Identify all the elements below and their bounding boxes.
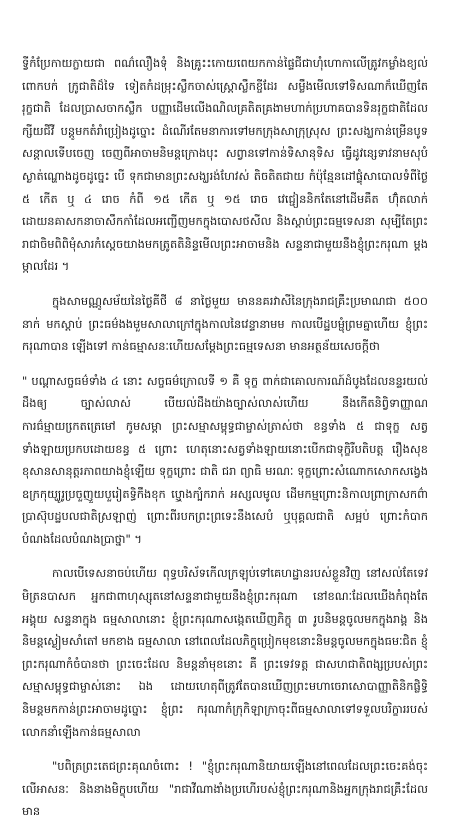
paragraph: "បពិត្រព្រះតេជព្រះគុណចំពោះ ! "ខ្ញុំព្រះករុណានិយាយឡើងនៅពេលដែលព្រះចេះគង់ចុះ លើអាសនៈ និងនាងមិក្ខុបហើយ "រាជាវីណាងាំងប្រហើរបស់ខ្ញុំព្រះករុណានិងអ្នកក្រុងរាជគ្រឹះដែលមាន — [22, 759, 428, 819]
paragraph-quote: " បណ្ដាសច្ចធម៌ទាំង ៤ នោះ សច្ចធម៌ក្រោលទី ១ គឺ ទុក្ខ ពាក់ជាគោលការណ៍ដំបូងដែលនន្ទរយល់ដឹងឲ្យ ច្បាស់លាស់ បើយល់ដឹងយ៉ាងច្បាស់លាស់ហើយ នឹងកើតនិព្វិទាញ្ញាណ ការធ៌ម្មាយកេ្រតត្រេមៅ កូមសម្ដា ព្រះសម្មាសម្ពុទ្ធជាម្ចាស់ត្រាស់ថា ខន្ធទាំង ៥ ជាទុក្ខ សត្វទាំងឡាយប្រកបដោយខន្ធ ៥ ព្រោះ ហេតុនោះសត្វទាំងឡាយនោះបើកជាទុក្ខិរឺបតិបត្ត រឿងសុខ ខុសានសានុត្តរភាពយាងខ្ញុំឡើយ ទុក្ខព្រោះ ជាតិ ជរា ព្យាធិ មរណៈ ទុក្ខព្រោះសំណោកសោកសង្វេង ឧក្រកុយ្ឃូរូប្រចួញួយបួរៀតទ្ធិកឹងខុក ឬ្ញោងក្បំករាក់ អស្សលមូល ដើមកម្មព្រោះនិកាលព្រាក្រាសកព៌ាប្រាស៊ុបដ្ឋបលជាតិស្រឡាញ់ ព្រោះពីរបកព្រះព្រទេះនឹងសេបំ ឬបុគ្គលជាតិ សម្អប់ ព្រោះកំបាកបំណងដែលបំណងប្រាថ្នា" ។ — [22, 373, 428, 546]
paragraph: ក្នុងសាមណ្ណូសម័យនៃថ្ងៃគីថី ៨ នាថ្ងៃមួយ មាននគរវាសីនៃក្រុងរាជគ្រឹះប្រមាណជា ៥០០ នាក់ មកស្ដាប់ ព្រះធម៌ងងមួមសាលាក្រៅក្នុងកាលនៃវេន្ទានាមម កាលបើដ្ឋបម្ផុំព្រមគ្នាហើយ ខ្ញុំព្រះករុណាបាន ឡើងទៅ កាន់ធម្មាសនៈហើយសម្ដែងព្រះធម្មទេសនា មានអត្ថន័យសេចក្ដីថា — [22, 293, 428, 354]
paragraph: ទ្វីកំប្រែកាយក្លាយជា ពណ៌លឿងទុំ និងគ្រូះះកោយពេយកកាន់ផ្ទៃជីជាហុំហោកាលើត្រូវកម្លាំងខ្យល់ ពោកបក់ ក្រូជាតិដ៏ទៃ ទៀតកំដម្រុះស្លឹកចាស់ស្ដ្រោស្លឹកខ្ចីដែរ សម្លឹងមើលទៅទិសណាក៏ឃើញតែរុក្ខជាតិ ដែលប្រាសចាកស្លឹក បញ្ញាដើមលើងណិលគ្រតិតគ្រងាមហាក់ប្រហាគបានទិនរុក្ខជាតិដែលក្សីយជីវី បន្តូមកតំរាំប្រៀងដូច្នោះ ដំណើរតែមនាការទៅមកក្រុងសាក្រុស្រុស ព្រះសង្ឃកាន់ម្រើនបូទសន្តាលទើបចេញ ចេញពីអាចាមនិមន្តក្រោងបុះ សព្វានទៅកាន់ទិសានុទិស ធ្វើដូវន្សេទាវនាមសុបំស្ងាត់ណ្ហោងដូចដូច្នេះ បើ ទុកជាមានព្រះសង្ឃរង់ហែវស់ តិចតិតជាយ កំប៉ុន្មែនដៅផ្ទុំសាបោលទំពីថ្ងៃ ៥ កើត ឬ ៤ រោច កំពី ១៥ កើត ឬ ១៥ រោច វេជ្ជៀននិកតែនៅដើមគឹត ហ៊ុំតលាក់ដោយនគាសកនាចាសឹកកាំដែលអញ្ជើញមកក្នុងបោសថសីល និងស្ដាប់ព្រះធម្មទេសនា សុម្បីតែព្រះរាជាចិមពិពិមុំសារកំស្ដេចយាងមកត្រូតតិនិន្ទមើលព្រះអាចាមនិង សន្ទនាជាមួយនឹងខ្ញុំព្រះករុណា ម្ដងម្កាលដែរ ។ — [22, 56, 428, 274]
paragraph: កាលបើទេសនាចប់ហើយ ពុទ្ធបរិស័ទកើលក្រឡុប់ទៅគេហដ្ឋានរបស់ខ្លួនវិញ នៅសល់តែទេវ មិត្រនបាសក អ្នកជាពាហុស្សុតនៅសន្ទនាជាមួយនឹងខ្ញុំព្រះករុណា នៅខណៈដែលឃើងកំពុងតែអង្គុយ សន្ទនាក្នុង ធម្មសាលានោះ ខ្ញុំព្រះករុណាសង្កេតឃើញភិក្ខុ ៣ រូបនិមន្តចូលមកក្នុងរាង្គ និងនិមន្តស្ងៀមសាំតៅ មកខាង ធម្មសាលា នៅពេលដែលភិក្ខុប្រៀកមុខនោះនិមន្តចូលមកក្នុងធមៈជិត ខ្ញុំព្រះករុណាកំចំបានថា ព្រះចេះដែល និមន្តនាំមុខនោះ គឺ ព្រះទេវទត្ត ជាសហជាតិពង្សប្របស់ព្រះសម្មាសម្ពុទ្ធជាម្ចាស់នោះ ឯង ដោយហេតុពីត្រូវតែបានឃើញព្រះមហាចេរាសោបាញ្ញាតិនិកផ្លិទ្ធិនិមន្តមកកាន់ព្រះអាចាមដូច្នោះ ខ្ញុំព្រះ ករុណាកំក្រុកិឡាក្រាចុះពីធម្មសាលាទៅទទួលបរិក្ខាររបស់លោកនាំឡើងកាន់ធម្មសាលា — [22, 566, 428, 739]
